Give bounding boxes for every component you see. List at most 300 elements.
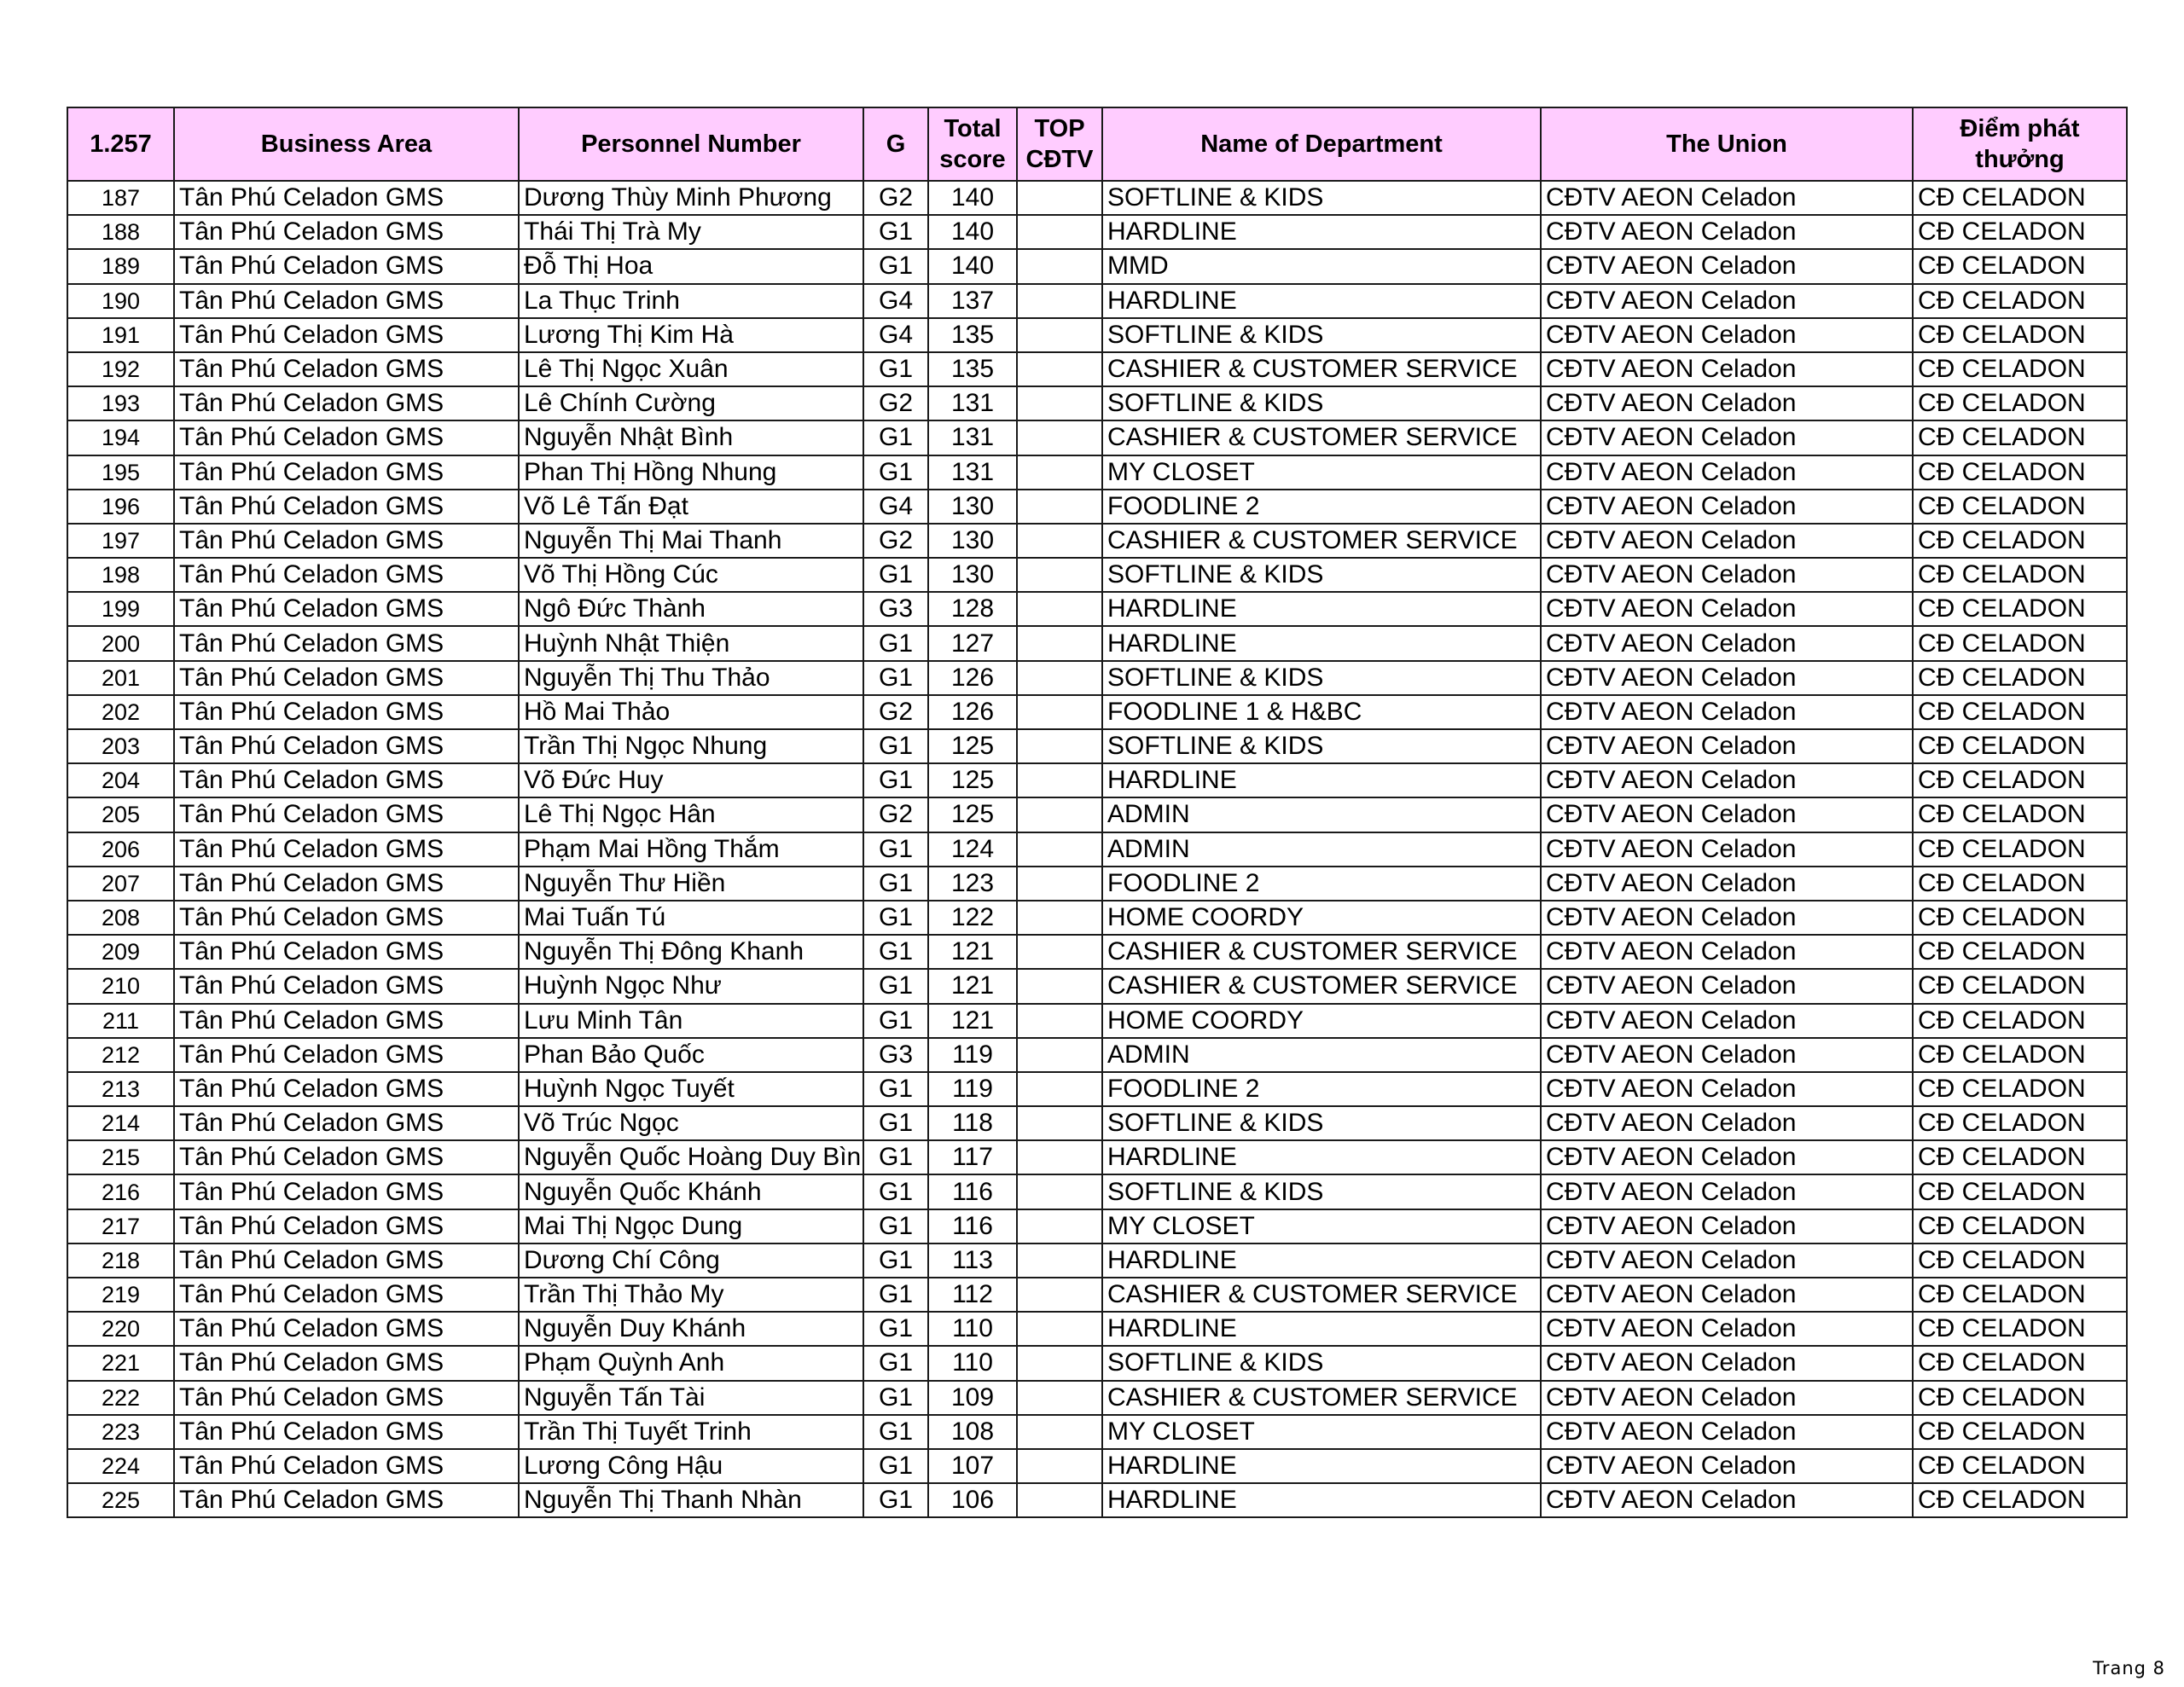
business-area-cell: Tân Phú Celadon GMS	[174, 1072, 519, 1106]
business-area-cell: Tân Phú Celadon GMS	[174, 901, 519, 935]
total-score-cell: 140	[928, 215, 1017, 249]
personnel-name-cell: Ngô Đức Thành	[519, 592, 863, 626]
table-row	[67, 867, 2127, 901]
total-score-cell: 130	[928, 524, 1017, 558]
total-score-cell: 119	[928, 1072, 1017, 1106]
header-index: 1.257	[67, 107, 174, 181]
grade-cell: G1	[863, 1072, 928, 1106]
personnel-name-cell: Nguyễn Nhật Bình	[519, 420, 863, 455]
table-row	[67, 1209, 2127, 1244]
business-area-cell: Tân Phú Celadon GMS	[174, 181, 519, 215]
grade-cell: G1	[863, 1106, 928, 1140]
personnel-name-cell: Võ Thị Hồng Cúc	[519, 558, 863, 592]
bonus-cell: CĐ CELADON	[1913, 592, 2127, 626]
total-score-cell: 117	[928, 1140, 1017, 1174]
department-cell: HARDLINE	[1102, 626, 1541, 660]
union-cell: CĐTV AEON Celadon	[1541, 1449, 1913, 1483]
top-cdtv-cell	[1017, 1449, 1102, 1483]
row-number: 198	[67, 558, 174, 592]
bonus-cell: CĐ CELADON	[1913, 1072, 2127, 1106]
bonus-cell: CĐ CELADON	[1913, 1483, 2127, 1517]
personnel-name-cell: Lê Chính Cường	[519, 386, 863, 420]
business-area-cell: Tân Phú Celadon GMS	[174, 1278, 519, 1312]
grade-cell: G4	[863, 318, 928, 352]
bonus-cell: CĐ CELADON	[1913, 284, 2127, 318]
grade-cell: G1	[863, 1346, 928, 1380]
bonus-cell: CĐ CELADON	[1913, 490, 2127, 524]
row-number: 214	[67, 1106, 174, 1140]
total-score-cell: 116	[928, 1174, 1017, 1209]
grade-cell: G1	[863, 1312, 928, 1346]
business-area-cell: Tân Phú Celadon GMS	[174, 524, 519, 558]
bonus-cell: CĐ CELADON	[1913, 386, 2127, 420]
table-row	[67, 626, 2127, 660]
header-personnel-number: Personnel Number	[519, 107, 863, 181]
bonus-cell: CĐ CELADON	[1913, 797, 2127, 832]
bonus-cell: CĐ CELADON	[1913, 352, 2127, 386]
row-number: 221	[67, 1346, 174, 1380]
bonus-cell: CĐ CELADON	[1913, 969, 2127, 1003]
top-cdtv-cell	[1017, 249, 1102, 283]
personnel-name-cell: Võ Trúc Ngọc	[519, 1106, 863, 1140]
bonus-cell: CĐ CELADON	[1913, 626, 2127, 660]
row-number: 218	[67, 1244, 174, 1278]
table-row	[67, 1415, 2127, 1449]
business-area-cell: Tân Phú Celadon GMS	[174, 1312, 519, 1346]
row-number: 191	[67, 318, 174, 352]
table-row	[67, 695, 2127, 729]
union-cell: CĐTV AEON Celadon	[1541, 455, 1913, 490]
union-cell: CĐTV AEON Celadon	[1541, 318, 1913, 352]
business-area-cell: Tân Phú Celadon GMS	[174, 695, 519, 729]
personnel-name-cell: Nguyễn Thị Đông Khanh	[519, 935, 863, 969]
top-cdtv-cell	[1017, 763, 1102, 797]
top-cdtv-cell	[1017, 626, 1102, 660]
personnel-name-cell: Trần Thị Ngọc Nhung	[519, 729, 863, 763]
total-score-cell: 137	[928, 284, 1017, 318]
total-score-cell: 108	[928, 1415, 1017, 1449]
personnel-name-cell: Lưu Minh Tân	[519, 1004, 863, 1038]
top-cdtv-cell	[1017, 490, 1102, 524]
header-top-cdtv	[1017, 107, 1102, 181]
header-department: Name of Department	[1102, 107, 1541, 181]
union-cell: CĐTV AEON Celadon	[1541, 1415, 1913, 1449]
business-area-cell: Tân Phú Celadon GMS	[174, 1106, 519, 1140]
table-row	[67, 215, 2127, 249]
business-area-cell: Tân Phú Celadon GMS	[174, 1449, 519, 1483]
top-cdtv-cell	[1017, 969, 1102, 1003]
union-cell: CĐTV AEON Celadon	[1541, 797, 1913, 832]
business-area-cell: Tân Phú Celadon GMS	[174, 490, 519, 524]
bonus-cell: CĐ CELADON	[1913, 1038, 2127, 1072]
row-number: 224	[67, 1449, 174, 1483]
bonus-cell: CĐ CELADON	[1913, 215, 2127, 249]
total-score-cell: 109	[928, 1381, 1017, 1415]
top-cdtv-cell	[1017, 1038, 1102, 1072]
business-area-cell: Tân Phú Celadon GMS	[174, 729, 519, 763]
total-score-cell: 131	[928, 386, 1017, 420]
grade-cell: G3	[863, 592, 928, 626]
department-cell: CASHIER & CUSTOMER SERVICE	[1102, 969, 1541, 1003]
row-number: 199	[67, 592, 174, 626]
header-business-area: Business Area	[174, 107, 519, 181]
business-area-cell: Tân Phú Celadon GMS	[174, 661, 519, 695]
personnel-name-cell: Nguyễn Thư Hiền	[519, 867, 863, 901]
row-number: 189	[67, 249, 174, 283]
bonus-cell: CĐ CELADON	[1913, 318, 2127, 352]
personnel-name-cell: Hồ Mai Thảo	[519, 695, 863, 729]
department-cell: HARDLINE	[1102, 1244, 1541, 1278]
bonus-cell: CĐ CELADON	[1913, 1244, 2127, 1278]
union-cell: CĐTV AEON Celadon	[1541, 763, 1913, 797]
personnel-name-cell: Trần Thị Tuyết Trinh	[519, 1415, 863, 1449]
table-row	[67, 318, 2127, 352]
row-number: 217	[67, 1209, 174, 1244]
grade-cell: G1	[863, 352, 928, 386]
top-cdtv-cell	[1017, 1346, 1102, 1380]
top-cdtv-cell	[1017, 935, 1102, 969]
table-row	[67, 969, 2127, 1003]
union-cell: CĐTV AEON Celadon	[1541, 1106, 1913, 1140]
department-cell: FOODLINE 2	[1102, 1072, 1541, 1106]
bonus-cell: CĐ CELADON	[1913, 1415, 2127, 1449]
total-score-cell: 126	[928, 661, 1017, 695]
personnel-name-cell: Phan Thị Hồng Nhung	[519, 455, 863, 490]
department-cell: HARDLINE	[1102, 592, 1541, 626]
department-cell: CASHIER & CUSTOMER SERVICE	[1102, 524, 1541, 558]
top-cdtv-cell	[1017, 1174, 1102, 1209]
total-score-cell: 135	[928, 352, 1017, 386]
top-cdtv-cell	[1017, 797, 1102, 832]
total-score-cell: 140	[928, 181, 1017, 215]
bonus-cell: CĐ CELADON	[1913, 1004, 2127, 1038]
header-union: The Union	[1541, 107, 1913, 181]
total-score-cell: 124	[928, 832, 1017, 867]
bonus-cell: CĐ CELADON	[1913, 695, 2127, 729]
business-area-cell: Tân Phú Celadon GMS	[174, 352, 519, 386]
personnel-name-cell: Mai Tuấn Tú	[519, 901, 863, 935]
business-area-cell: Tân Phú Celadon GMS	[174, 867, 519, 901]
union-cell: CĐTV AEON Celadon	[1541, 1278, 1913, 1312]
bonus-cell: CĐ CELADON	[1913, 1381, 2127, 1415]
business-area-cell: Tân Phú Celadon GMS	[174, 1244, 519, 1278]
personnel-name-cell: Phạm Mai Hồng Thắm	[519, 832, 863, 867]
personnel-name-cell: Trần Thị Thảo My	[519, 1278, 863, 1312]
department-cell: SOFTLINE & KIDS	[1102, 729, 1541, 763]
grade-cell: G1	[863, 1174, 928, 1209]
union-cell: CĐTV AEON Celadon	[1541, 1346, 1913, 1380]
table-row	[67, 592, 2127, 626]
row-number: 209	[67, 935, 174, 969]
table-row	[67, 1449, 2127, 1483]
bonus-cell: CĐ CELADON	[1913, 1140, 2127, 1174]
top-cdtv-cell	[1017, 661, 1102, 695]
top-cdtv-cell	[1017, 420, 1102, 455]
department-cell: CASHIER & CUSTOMER SERVICE	[1102, 935, 1541, 969]
row-number: 187	[67, 181, 174, 215]
personnel-name-cell: Huỳnh Nhật Thiện	[519, 626, 863, 660]
grade-cell: G3	[863, 1038, 928, 1072]
row-number: 201	[67, 661, 174, 695]
header-top-cdtv-line1: TOP	[1034, 115, 1085, 142]
top-cdtv-cell	[1017, 592, 1102, 626]
grade-cell: G1	[863, 729, 928, 763]
grade-cell: G1	[863, 1004, 928, 1038]
union-cell: CĐTV AEON Celadon	[1541, 832, 1913, 867]
grade-cell: G1	[863, 1415, 928, 1449]
bonus-cell: CĐ CELADON	[1913, 420, 2127, 455]
row-number: 220	[67, 1312, 174, 1346]
header-bonus-line1: Điểm phát	[1960, 115, 2080, 142]
total-score-cell: 135	[928, 318, 1017, 352]
union-cell: CĐTV AEON Celadon	[1541, 490, 1913, 524]
row-number: 190	[67, 284, 174, 318]
table-row	[67, 1244, 2127, 1278]
bonus-cell: CĐ CELADON	[1913, 249, 2127, 283]
union-cell: CĐTV AEON Celadon	[1541, 592, 1913, 626]
header-total-score	[928, 107, 1017, 181]
business-area-cell: Tân Phú Celadon GMS	[174, 935, 519, 969]
department-cell: SOFTLINE & KIDS	[1102, 386, 1541, 420]
table-row	[67, 1483, 2127, 1517]
top-cdtv-cell	[1017, 867, 1102, 901]
grade-cell: G1	[863, 215, 928, 249]
business-area-cell: Tân Phú Celadon GMS	[174, 763, 519, 797]
department-cell: CASHIER & CUSTOMER SERVICE	[1102, 420, 1541, 455]
total-score-cell: 119	[928, 1038, 1017, 1072]
table-row	[67, 797, 2127, 832]
row-number: 208	[67, 901, 174, 935]
table-row	[67, 420, 2127, 455]
table-row	[67, 490, 2127, 524]
table-row	[67, 1038, 2127, 1072]
table-row	[67, 832, 2127, 867]
personnel-name-cell: Đỗ Thị Hoa	[519, 249, 863, 283]
bonus-cell: CĐ CELADON	[1913, 1209, 2127, 1244]
union-cell: CĐTV AEON Celadon	[1541, 867, 1913, 901]
bonus-cell: CĐ CELADON	[1913, 524, 2127, 558]
header-g: G	[863, 107, 928, 181]
department-cell: HARDLINE	[1102, 1140, 1541, 1174]
department-cell: HARDLINE	[1102, 215, 1541, 249]
bonus-cell: CĐ CELADON	[1913, 455, 2127, 490]
department-cell: SOFTLINE & KIDS	[1102, 181, 1541, 215]
grade-cell: G2	[863, 797, 928, 832]
total-score-cell: 110	[928, 1312, 1017, 1346]
row-number: 213	[67, 1072, 174, 1106]
bonus-cell: CĐ CELADON	[1913, 558, 2127, 592]
department-cell: HOME COORDY	[1102, 1004, 1541, 1038]
department-cell: MY CLOSET	[1102, 455, 1541, 490]
table-row	[67, 661, 2127, 695]
total-score-cell: 118	[928, 1106, 1017, 1140]
total-score-cell: 116	[928, 1209, 1017, 1244]
personnel-name-cell: Lê Thị Ngọc Xuân	[519, 352, 863, 386]
top-cdtv-cell	[1017, 352, 1102, 386]
personnel-name-cell: Phan Bảo Quốc	[519, 1038, 863, 1072]
grade-cell: G1	[863, 661, 928, 695]
department-cell: ADMIN	[1102, 1038, 1541, 1072]
table-row	[67, 249, 2127, 283]
total-score-cell: 125	[928, 729, 1017, 763]
top-cdtv-cell	[1017, 455, 1102, 490]
union-cell: CĐTV AEON Celadon	[1541, 1072, 1913, 1106]
bonus-cell: CĐ CELADON	[1913, 1174, 2127, 1209]
grade-cell: G1	[863, 420, 928, 455]
bonus-cell: CĐ CELADON	[1913, 1106, 2127, 1140]
union-cell: CĐTV AEON Celadon	[1541, 386, 1913, 420]
personnel-name-cell: Huỳnh Ngọc Như	[519, 969, 863, 1003]
total-score-cell: 140	[928, 249, 1017, 283]
union-cell: CĐTV AEON Celadon	[1541, 1312, 1913, 1346]
grade-cell: G1	[863, 1278, 928, 1312]
row-number: 202	[67, 695, 174, 729]
department-cell: MY CLOSET	[1102, 1415, 1541, 1449]
business-area-cell: Tân Phú Celadon GMS	[174, 1415, 519, 1449]
ranking-table	[67, 107, 2128, 1518]
bonus-cell: CĐ CELADON	[1913, 1312, 2127, 1346]
grade-cell: G1	[863, 969, 928, 1003]
business-area-cell: Tân Phú Celadon GMS	[174, 420, 519, 455]
table-row	[67, 1140, 2127, 1174]
top-cdtv-cell	[1017, 524, 1102, 558]
business-area-cell: Tân Phú Celadon GMS	[174, 626, 519, 660]
department-cell: HARDLINE	[1102, 284, 1541, 318]
row-number: 215	[67, 1140, 174, 1174]
top-cdtv-cell	[1017, 1244, 1102, 1278]
personnel-name-cell: Lương Thị Kim Hà	[519, 318, 863, 352]
grade-cell: G1	[863, 935, 928, 969]
union-cell: CĐTV AEON Celadon	[1541, 1174, 1913, 1209]
department-cell: HARDLINE	[1102, 1449, 1541, 1483]
row-number: 219	[67, 1278, 174, 1312]
table-row	[67, 729, 2127, 763]
row-number: 207	[67, 867, 174, 901]
department-cell: SOFTLINE & KIDS	[1102, 318, 1541, 352]
personnel-name-cell: Võ Lê Tấn Đạt	[519, 490, 863, 524]
row-number: 194	[67, 420, 174, 455]
top-cdtv-cell	[1017, 1140, 1102, 1174]
total-score-cell: 127	[928, 626, 1017, 660]
grade-cell: G1	[863, 867, 928, 901]
header-top-cdtv-line2: CĐTV	[1025, 146, 1094, 173]
department-cell: CASHIER & CUSTOMER SERVICE	[1102, 352, 1541, 386]
top-cdtv-cell	[1017, 558, 1102, 592]
personnel-name-cell: Thái Thị Trà My	[519, 215, 863, 249]
business-area-cell: Tân Phú Celadon GMS	[174, 215, 519, 249]
header-total-score-line1: Total	[944, 115, 1002, 142]
total-score-cell: 128	[928, 592, 1017, 626]
total-score-cell: 130	[928, 490, 1017, 524]
grade-cell: G1	[863, 1449, 928, 1483]
bonus-cell: CĐ CELADON	[1913, 935, 2127, 969]
department-cell: SOFTLINE & KIDS	[1102, 558, 1541, 592]
header-bonus	[1913, 107, 2127, 181]
row-number: 225	[67, 1483, 174, 1517]
row-number: 203	[67, 729, 174, 763]
total-score-cell: 113	[928, 1244, 1017, 1278]
bonus-cell: CĐ CELADON	[1913, 763, 2127, 797]
union-cell: CĐTV AEON Celadon	[1541, 558, 1913, 592]
top-cdtv-cell	[1017, 1312, 1102, 1346]
department-cell: FOODLINE 2	[1102, 490, 1541, 524]
union-cell: CĐTV AEON Celadon	[1541, 181, 1913, 215]
union-cell: CĐTV AEON Celadon	[1541, 249, 1913, 283]
top-cdtv-cell	[1017, 215, 1102, 249]
business-area-cell: Tân Phú Celadon GMS	[174, 1004, 519, 1038]
grade-cell: G1	[863, 1381, 928, 1415]
total-score-cell: 121	[928, 935, 1017, 969]
table-row	[67, 386, 2127, 420]
business-area-cell: Tân Phú Celadon GMS	[174, 1038, 519, 1072]
grade-cell: G1	[863, 558, 928, 592]
row-number: 206	[67, 832, 174, 867]
grade-cell: G1	[863, 249, 928, 283]
top-cdtv-cell	[1017, 729, 1102, 763]
personnel-name-cell: Nguyễn Thị Mai Thanh	[519, 524, 863, 558]
business-area-cell: Tân Phú Celadon GMS	[174, 832, 519, 867]
personnel-name-cell: Phạm Quỳnh Anh	[519, 1346, 863, 1380]
department-cell: SOFTLINE & KIDS	[1102, 1106, 1541, 1140]
grade-cell: G1	[863, 1140, 928, 1174]
table-row	[67, 1174, 2127, 1209]
table-row	[67, 352, 2127, 386]
union-cell: CĐTV AEON Celadon	[1541, 729, 1913, 763]
business-area-cell: Tân Phú Celadon GMS	[174, 249, 519, 283]
bonus-cell: CĐ CELADON	[1913, 1346, 2127, 1380]
personnel-name-cell: Lương Công Hậu	[519, 1449, 863, 1483]
department-cell: HOME COORDY	[1102, 901, 1541, 935]
union-cell: CĐTV AEON Celadon	[1541, 695, 1913, 729]
table-row	[67, 524, 2127, 558]
business-area-cell: Tân Phú Celadon GMS	[174, 1140, 519, 1174]
union-cell: CĐTV AEON Celadon	[1541, 1140, 1913, 1174]
business-area-cell: Tân Phú Celadon GMS	[174, 969, 519, 1003]
grade-cell: G1	[863, 832, 928, 867]
personnel-name-cell: Dương Chí Công	[519, 1244, 863, 1278]
top-cdtv-cell	[1017, 1209, 1102, 1244]
department-cell: ADMIN	[1102, 797, 1541, 832]
department-cell: HARDLINE	[1102, 1483, 1541, 1517]
top-cdtv-cell	[1017, 386, 1102, 420]
table-header	[67, 107, 2127, 181]
grade-cell: G2	[863, 386, 928, 420]
row-number: 196	[67, 490, 174, 524]
department-cell: HARDLINE	[1102, 763, 1541, 797]
personnel-name-cell: Dương Thùy Minh Phương	[519, 181, 863, 215]
top-cdtv-cell	[1017, 1483, 1102, 1517]
union-cell: CĐTV AEON Celadon	[1541, 352, 1913, 386]
row-number: 211	[67, 1004, 174, 1038]
total-score-cell: 121	[928, 969, 1017, 1003]
personnel-name-cell: La Thục Trinh	[519, 284, 863, 318]
table-row	[67, 558, 2127, 592]
table-row	[67, 1381, 2127, 1415]
header-bonus-line2: thưởng	[1975, 146, 2065, 173]
bonus-cell: CĐ CELADON	[1913, 901, 2127, 935]
table-row	[67, 1106, 2127, 1140]
business-area-cell: Tân Phú Celadon GMS	[174, 1209, 519, 1244]
union-cell: CĐTV AEON Celadon	[1541, 420, 1913, 455]
personnel-name-cell: Võ Đức Huy	[519, 763, 863, 797]
total-score-cell: 107	[928, 1449, 1017, 1483]
total-score-cell: 125	[928, 763, 1017, 797]
department-cell: MMD	[1102, 249, 1541, 283]
table-row	[67, 901, 2127, 935]
union-cell: CĐTV AEON Celadon	[1541, 935, 1913, 969]
table-row	[67, 763, 2127, 797]
personnel-name-cell: Nguyễn Quốc Hoàng Duy Bìn	[519, 1140, 863, 1174]
